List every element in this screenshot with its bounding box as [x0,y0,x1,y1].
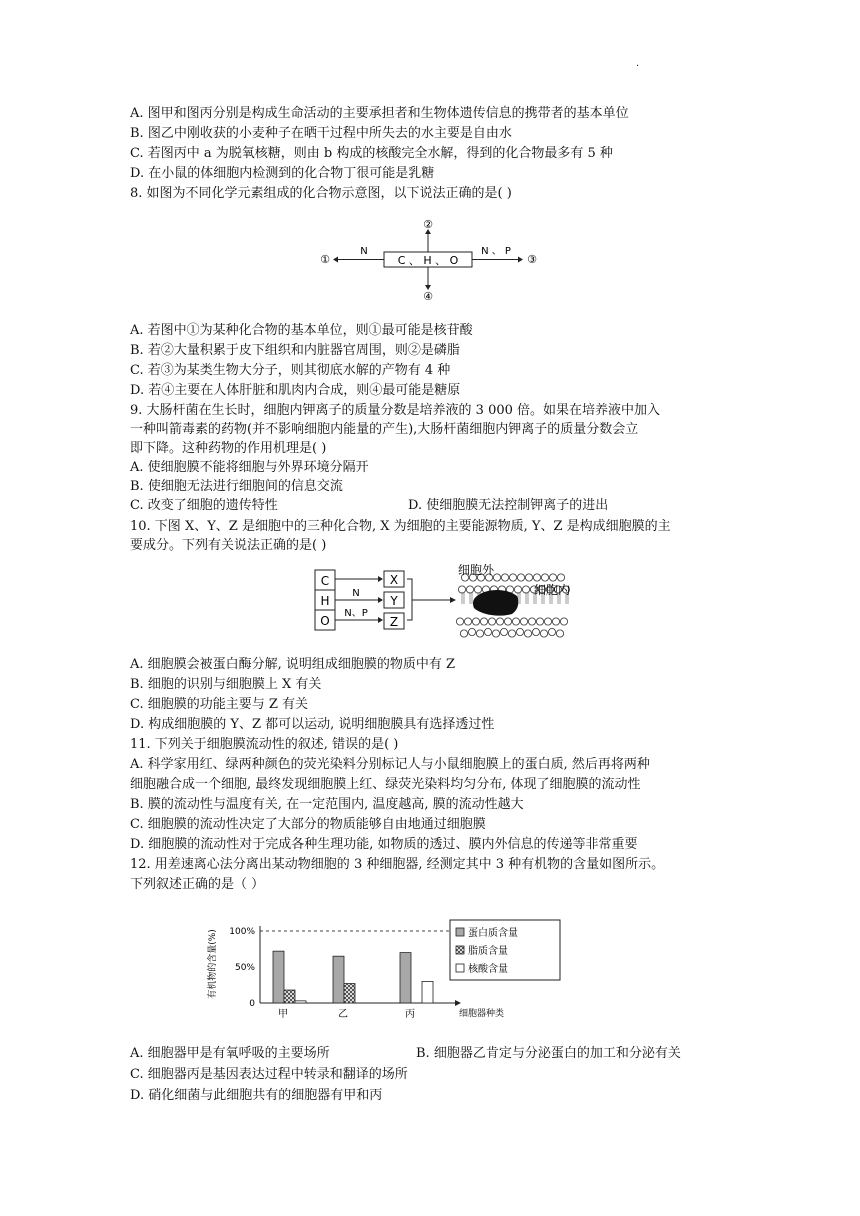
q9-option-b: B. 使细胞无法进行细胞间的信息交流 [130,479,343,494]
chart-bar [273,951,284,1003]
chart-category-label: 丙 [405,1009,415,1020]
chart-ytick-label: 100% [229,927,255,937]
q10-stem-line1: 10. 下图 X、Y、Z 是细胞中的三种化合物, X 为细胞的主要能源物质, Y、Z 是构成细胞膜的主 [130,519,671,534]
lipid-head [532,628,539,635]
q12-option-c: C. 细胞器丙是基因表达过程中转录和翻译的场所 [130,1067,408,1082]
lipid-head [504,618,511,625]
chart-legend-swatch [456,946,464,954]
q8-option-a: A. 若图中①为某种化合物的基本单位，则①最可能是核苷酸 [130,323,473,338]
q10-label-n: N [352,588,360,599]
q7-option-b: B. 图乙中刚收获的小麦种子在晒干过程中所失去的水主要是自由水 [130,126,512,141]
lipid-head [540,630,547,637]
chart-bar [295,1001,306,1003]
q12-organelle-chart [205,918,575,1028]
chart-legend-label: 核酸含量 [468,964,508,975]
q11-option-c: C. 细胞膜的流动性决定了大部分的物质能够自由地通过细胞膜 [130,817,486,832]
chart-legend-swatch [456,964,464,972]
q8-option-c: C. 若③为某类生物大分子，则其彻底水解的产物有 4 种 [130,363,451,378]
membrane-outside-label: 细胞外 [458,563,495,577]
q10-option-a: A. 细胞膜会被蛋白酶分解, 说明组成细胞膜的物质中有 Z [130,657,456,672]
q8-compound-2: ② [423,218,433,231]
lipid-head [472,618,479,625]
q7-option-d: D. 在小鼠的体细胞内检测到的化合物丁很可能是乳糖 [130,166,435,181]
q8-element-text: C 、 H 、 O [397,254,459,267]
q8-compound-1: ① [320,253,330,266]
lipid-head [517,574,524,581]
chart-xlabel: 细胞器种类 [459,1009,505,1019]
q10-option-d: D. 构成细胞膜的 Y、Z 都可以运动, 说明细胞膜具有选择透过性 [130,717,495,732]
q10-element-c: C [320,574,330,588]
lipid-head [525,574,532,581]
chart-bar [400,953,411,1003]
q8-stem: 8. 如图为不同化学元素组成的化合物示意图，以下说法正确的是( ) [130,186,512,201]
chart-bar [422,981,433,1003]
membrane-inside-label: 细胞内 [534,583,571,597]
lipid-head [520,618,527,625]
q11-option-a-line1: A. 科学家用红、绿两种颜色的荧光染料分别标记人与小鼠细胞膜上的蛋白质, 然后再将两种 [130,757,650,772]
q10-compound-y: Y [390,594,398,608]
lipid-head [560,618,567,625]
lipid-head [508,630,515,637]
q8-label-np: N 、 P [481,246,511,257]
lipid-head [464,618,471,625]
lipid-head [544,618,551,625]
lipid-head [460,630,467,637]
q11-stem: 11. 下列关于细胞膜流动性的叙述, 错误的是( ) [130,737,399,752]
q10-label-np: N、P [344,608,368,619]
lipid-head [492,630,499,637]
q10-membrane-diagram [312,558,602,650]
lipid-head [496,618,503,625]
lipid-head [552,618,559,625]
lipid-head [512,618,519,625]
q12-option-b: B. 细胞器乙肯定与分泌蛋白的加工和分泌有关 [416,1046,681,1061]
lipid-head [528,618,535,625]
q7-option-a: A. 图甲和图丙分别是构成生命活动的主要承担者和生物体遗传信息的携带者的基本单位 [130,106,629,121]
lipid-tail [462,592,464,604]
q8-option-b: B. 若②大量积累于皮下组织和内脏器官周围，则②是磷脂 [130,343,460,358]
q10-element-h: H [320,594,330,608]
q9-option-d: D. 使细胞膜无法控制钾离子的进出 [408,498,609,513]
lipid-head [536,618,543,625]
lipid-head [484,628,491,635]
lipid-head [548,628,555,635]
q10-option-b: B. 细胞的识别与细胞膜上 X 有关 [130,677,322,692]
q7-option-c: C. 若图丙中 a 为脱氧核糖，则由 b 构成的核酸完全水解，得到的化合物最多有 5 种 [130,146,613,161]
q12-stem-line2: 下列叙述正确的是（ ） [130,877,265,892]
lipid-head [468,628,475,635]
chart-category-label: 乙 [338,1009,348,1020]
lipid-head [493,574,500,581]
chart-bar [333,956,344,1003]
q12-option-a: A. 细胞器甲是有氧呼吸的主要场所 [130,1046,330,1061]
lipid-head [533,574,540,581]
lipid-head [549,574,556,581]
q10-element-o: O [320,614,330,628]
q12-option-d: D. 硝化细菌与此细胞共有的细胞器有甲和丙 [130,1088,383,1103]
chart-legend-label: 脂质含量 [468,946,508,957]
lipid-head [456,618,463,625]
q10-option-c: C. 细胞膜的功能主要与 Z 有关 [130,697,309,712]
chart-ytick-label: 0 [249,999,255,1009]
q9-option-a: A. 使细胞膜不能将细胞与外界环境分隔开 [130,460,369,475]
lipid-head [524,630,531,637]
q9-stem-line1: 9. 大肠杆菌在生长时，细胞内钾离子的质量分数是培养液的 3 000 倍。如果在培养液中加入 [130,403,661,418]
lipid-tail [470,592,472,604]
lipid-head [509,574,516,581]
lipid-tail [526,592,528,604]
q10-stem-line2: 要成分。下列有关说法正确的是( ) [130,538,327,553]
chart-ytick-label: 50% [234,963,255,973]
q11-option-a-line2: 细胞融合成一个细胞, 最终发现细胞膜上红、绿荧光染料均匀分布, 体现了细胞膜的流动性 [130,777,641,792]
q8-compound-3: ③ [527,253,537,266]
q9-option-c: C. 改变了细胞的遗传特性 [130,498,278,513]
lipid-head [476,630,483,637]
chart-legend-swatch [456,928,464,936]
q10-compound-z: Z [389,615,399,629]
lipid-head [557,574,564,581]
q11-option-b: B. 膜的流动性与温度有关, 在一定范围内, 温度越高, 膜的流动性越大 [130,797,524,812]
q9-stem-line2: 一种叫箭毒素的药物(并不影响细胞内能量的产生),大肠杆菌细胞内钾离子的质量分数会立 [130,422,639,437]
lipid-head [556,630,563,637]
lipid-head [488,618,495,625]
chart-ylabel: 有机物的含量(%) [208,929,218,999]
q8-label-n: N [360,246,368,257]
lipid-head [541,574,548,581]
lipid-head [516,628,523,635]
chart-bar [284,990,295,1003]
q9-stem-line3: 即下降。这种药物的作用机理是( ) [130,441,327,456]
chart-legend-label: 蛋白质含量 [468,928,518,939]
q12-stem-line1: 12. 用差速离心法分离出某动物细胞的 3 种细胞器, 经测定其中 3 种有机物的含量如图所示。 [130,857,665,872]
lipid-head [480,618,487,625]
q11-option-d: D. 细胞膜的流动性对于完成各种生理功能, 如物质的透过、膜内外信息的传递等非常重要 [130,837,638,852]
chart-bar [344,984,355,1003]
q8-compound-diagram [316,218,546,302]
q8-compound-4: ④ [423,290,433,302]
lipid-head [501,574,508,581]
lipid-head [500,628,507,635]
chart-category-label: 甲 [278,1009,288,1020]
header-dot: . [636,58,640,69]
q8-option-d: D. 若④主要在人体肝脏和肌肉内合成，则④最可能是糖原 [130,383,461,398]
q10-compound-x: X [389,573,399,587]
